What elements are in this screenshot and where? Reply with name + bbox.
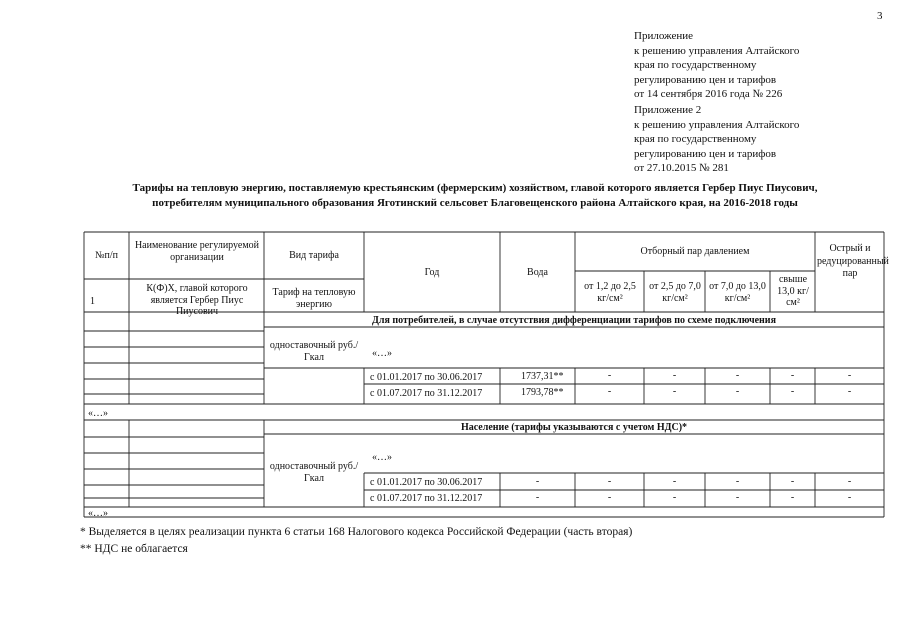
section-2-cell: - [607, 492, 612, 503]
section-2-cell: - [672, 492, 677, 503]
section-1-period-2: с 01.07.2017 по 31.12.2017 [370, 388, 483, 399]
section-1-title: Для потребителей, в случае отсутствия дифференциации тарифов по схеме подключения [372, 315, 776, 326]
section-1-cell: - [790, 370, 795, 381]
appendix-2-line: от 27.10.2015 № 281 [634, 162, 729, 175]
header-steam-1: от 1,2 до 2,5 кг/см² [584, 281, 636, 304]
header-tariff-type: Вид тарифа [289, 250, 339, 261]
section-2-cell: - [790, 476, 795, 487]
section-2-cell: - [607, 476, 612, 487]
footnote-vat: * Выделяется в целях реализации пункта 6 статьи 168 Налогового кодекса Российской Федерации (часть вторая) [80, 526, 633, 538]
section-2-water-2: - [535, 492, 540, 503]
section-1-ellipsis: «…» [372, 348, 392, 359]
section-2-water-1: - [535, 476, 540, 487]
row-1-num: 1 [90, 296, 95, 307]
section-2-cell: - [735, 492, 740, 503]
section-2-period-1: с 01.01.2017 по 30.06.2017 [370, 477, 483, 488]
header-year: Год [424, 267, 440, 278]
section-2-cell: - [847, 492, 852, 503]
section-1-water-1: 1737,31** [521, 371, 564, 382]
appendix-2-line: Приложение 2 [634, 104, 702, 116]
section-1-cell: - [847, 370, 852, 381]
header-steam-3: от 7,0 до 13,0 кг/см² [709, 281, 766, 304]
section-1-water-2: 1793,78** [521, 387, 564, 398]
header-steam-4: свыше 13,0 кг/см² [777, 274, 809, 308]
section-1-cell: - [847, 386, 852, 397]
appendix-2-line: к решению управления Алтайского [634, 118, 800, 131]
appendix-2-line: края по государственному [634, 133, 757, 146]
appendix-1-line: Приложение [634, 30, 694, 42]
row-1-tariff: Тариф на тепловую энергию [272, 287, 356, 310]
section-2-cell: - [847, 476, 852, 487]
section-1-cell: - [790, 386, 795, 397]
gap-ellipsis: «…» [88, 408, 108, 419]
row-1-org: К(Ф)Х, главой которого является Гербер Пиус Пиусович [146, 283, 248, 317]
section-1-period-1: с 01.01.2017 по 30.06.2017 [370, 372, 483, 383]
end-ellipsis: «…» [88, 508, 108, 519]
section-2-title: Население (тарифы указываются с учетом НДС)* [460, 422, 688, 433]
section-1-cell: - [672, 370, 677, 381]
footnote-no-vat: ** НДС не облагается [80, 543, 188, 555]
appendix-2-line: регулированию цен и тарифов [634, 147, 777, 160]
header-water: Вода [527, 267, 548, 278]
appendix-1-line: от 14 сентября 2016 года № 226 [634, 88, 783, 101]
section-1-cell: - [735, 370, 740, 381]
section-1-cell: - [735, 386, 740, 397]
section-1-cell: - [607, 370, 612, 381]
section-2-cell: - [790, 492, 795, 503]
title-line-1: Тарифы на тепловую энергию, поставляемую крестьянским (фермерским) хозяйством, главой которого является Гербер Пиус Пиусович, [132, 182, 818, 194]
appendix-1-line: края по государственному [634, 59, 757, 72]
section-1-cell: - [672, 386, 677, 397]
appendix-1-line: регулированию цен и тарифов [634, 73, 777, 86]
section-2-ellipsis: «…» [372, 452, 392, 463]
section-2-cell: - [735, 476, 740, 487]
header-steam: Отборный пар давлением [640, 246, 750, 257]
appendix-1-line: к решению управления Алтайского [634, 44, 800, 57]
header-steam-2: от 2,5 до 7,0 кг/см² [649, 281, 701, 304]
section-1-cell: - [607, 386, 612, 397]
page-number: 3 [877, 10, 883, 22]
section-2-period-2: с 01.07.2017 по 31.12.2017 [370, 493, 483, 504]
section-1-tariff-type: одноставочный руб./Гкал [269, 340, 359, 363]
section-2-cell: - [672, 476, 677, 487]
header-sharp-steam: Острый и редуцированный пар [817, 243, 889, 279]
section-2-tariff-type: одноставочный руб./Гкал [269, 461, 359, 484]
header-num: №п/п [94, 250, 119, 261]
title-line-2: потребителям муниципального образования Яготинский сельсовет Благовещенского района Алтайского края, на 2016-2018 годы [152, 197, 798, 209]
header-org: Наименование регулируемой организации [134, 240, 260, 263]
